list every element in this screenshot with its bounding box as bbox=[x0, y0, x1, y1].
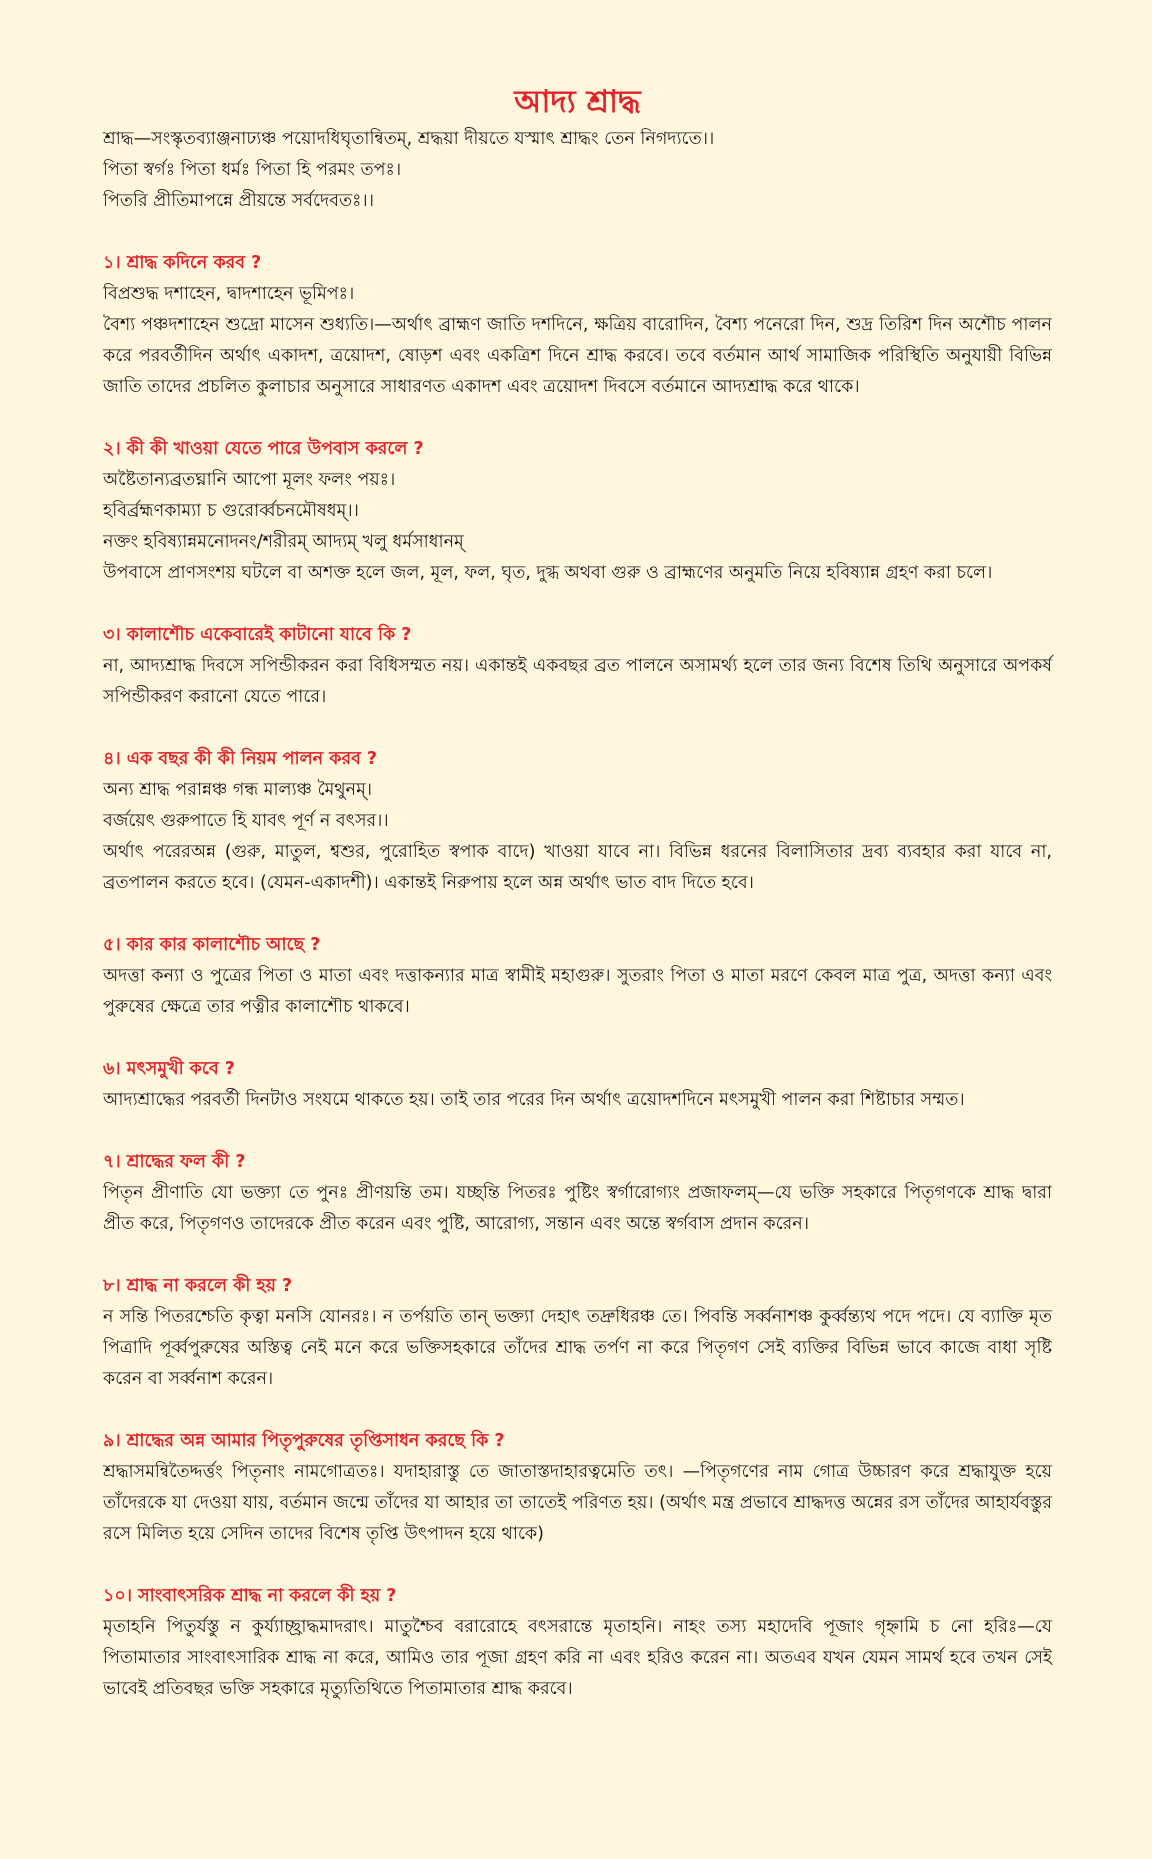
intro-line: পিতরি প্রীতিমাপন্নে প্রীয়ন্তে সর্বদেবতঃ।। bbox=[103, 191, 374, 211]
verse-line: বর্জয়েৎ গুরুপাতে হি যাবৎ পূর্ণ ন বৎসর।। bbox=[103, 811, 389, 831]
section-paragraph: অদত্তা কন্যা ও পুত্রের পিতা ও মাতা এবং দত্তাকন্যার মাত্র স্বামীই মহাগুরু। সুতরাং পিতা ও মাতা মরণে কেবল মাত্র পুত্র, অদত্তা কন্যা এবং পুরুষের ক্ষেত্রে তার পত্নীর কালাশৌচ থাকবে। bbox=[103, 966, 1052, 1017]
section-5 bbox=[103, 930, 1052, 1023]
section-10 bbox=[103, 1581, 1052, 1705]
verse-line: হবির্ব্রহ্মণকাম্যা চ গুরোর্ব্বচনমৌষধম্।। bbox=[103, 501, 359, 521]
section-paragraph: ন সন্তি পিতরশ্চেতি কৃত্বা মনসি যোনরঃ। ন তর্পয়তি তান্‌ ভক্ত্যা দেহাৎ তদ্রুধিরঞ্চ তে। পিবন্তি সর্ব্বনাশঞ্চ কুর্ব্বন্ত্যথ পদে পদে। যে ব্যাক্তি মৃত পিত্রাদি পূর্ব্বপুরুষের অস্তিত্ব নেই মনে করে ভক্তিসহকারে তাঁদের শ্রাদ্ধ তর্পণ না করে পিতৃগণ সেই ব্যক্তির বিভিন্ন ভাবে কাজে বাধা সৃষ্টি করেন বা সর্ব্বনাশ করেন। bbox=[103, 1307, 1052, 1389]
intro-line: পিতা স্বর্গঃ পিতা ধর্মঃ পিতা হি পরমং তপঃ। bbox=[103, 160, 402, 180]
section-paragraph: মৃতাহনি পিতুর্যস্তু ন কুর্য্যাচ্ছ্রাদ্ধমাদরাৎ। মাতুশ্চৈব বরারোহে বৎসরান্তে মৃতাহনি। নাহং তস্য মহাদেবি পূজাং গৃহ্নামি চ নো হরিঃ—যে পিতামাতার সাংবাৎসারিক শ্রাদ্ধ না করে, আমিও তার পূজা গ্রহণ করি না এবং হরিও করেন না। অতএব যখন যেমন সামর্থ হবে তখন সেই ভাবেই প্রতিবছর ভক্তি সহকারে মৃত্যুতিথিতে পিতামাতার শ্রাদ্ধ করবে। bbox=[103, 1617, 1052, 1699]
section-7 bbox=[103, 1147, 1052, 1240]
verse-line: অন্য শ্রাদ্ধ পরান্নঞ্চ গন্ধ মাল্যঞ্চ মৈথুনম্। bbox=[103, 780, 373, 800]
intro-line: শ্রাদ্ধ—সংস্কৃতব্যাঞ্জনাঢ্যঞ্চ পয়োদধিঘৃতান্বিতম্, শ্রদ্ধয়া দীয়তে যস্মাৎ শ্রাদ্ধং তেন নিগদ্যতে।। bbox=[103, 129, 715, 149]
section-paragraph: পিতৃন প্রীণাতি যো ভক্ত্যা তে পুনঃ প্রীণয়ন্তি তম। যচ্ছন্তি পিতরঃ পুষ্টিং স্বর্গারোগ্যং প্রজাফলম্—যে ভক্তি সহকারে পিতৃগণকে শ্রাদ্ধ দ্বারা প্রীত করে, পিতৃগণও তাদেরকে প্রীত করেন এবং পুষ্টি, আরোগ্য, সন্তান এবং অন্তে স্বর্গবাস প্রদান করেন। bbox=[103, 1183, 1052, 1234]
section-heading: ৮। শ্রাদ্ধ না করলে কী হয় ? bbox=[103, 1276, 293, 1296]
spacer bbox=[103, 217, 1052, 248]
section-paragraph: অর্থাৎ পরেরঅন্ন (গুরু, মাতুল, শ্বশুর, পুরোহিত স্বপাক বাদে) খাওয়া যাবে না। বিভিন্ন ধরনের বিলাসিতার দ্রব্য ব্যবহার করা যাবে না, ব্রতপালন করতে হবে। (যেমন-একাদশী)। একান্তই নিরুপায় হলে অন্ন অর্থাৎ ভাত বাদ দিতে হবে। bbox=[103, 842, 1052, 893]
section-paragraph: শ্রদ্ধাসমন্বিতৈদ্দর্ত্তং পিতৃনাং নামগোত্রতঃ। যদাহারাস্তু তে জাতাস্তদাহারত্বমেতি তৎ। —পিতৃগণের নাম গোত্র উচ্চারণ করে শ্রদ্ধাযুক্ত হয়ে তাঁদেরকে যা দেওয়া যায়, বর্তমান জন্মে তাঁদের যা আহার তা তাতেই পরিণত হয়। (অর্থাৎ মন্ত্র প্রভাবে শ্রাদ্ধদত্ত অন্নের রস তাঁদের আহার্যবস্তুর রসে মিলিত হয়ে সেদিন তাদের বিশেষ তৃপ্তি উৎপাদন হয়ে থাকে) bbox=[103, 1462, 1052, 1544]
section-4 bbox=[103, 744, 1052, 899]
section-paragraph: বৈশ্য পঞ্চদশাহেন শুদ্রো মাসেন শুধ্যতি।—অর্থাৎ ব্রাহ্মণ জাতি দশদিনে, ক্ষত্রিয় বারোদিন, বৈশ্য পনেরো দিন, শুদ্র তিরিশ দিন অশৌচ পালন করে পরবর্তীদিন অর্থাৎ একাদশ, ত্রয়োদশ, ষোড়শ এবং একত্রিশ দিনে শ্রাদ্ধ করবে। তবে বর্তমান আর্থ সামাজিক পরিস্থিতি অনুযায়ী বিভিন্ন জাতি তাদের প্রচলিত কুলাচার অনুসারে সাধারণত একাদশ এবং ত্রয়োদশ দিবসে বর্তমানে আদ্যশ্রাদ্ধ করে থাকে। bbox=[103, 315, 1052, 397]
intro-block bbox=[103, 124, 1052, 217]
section-3 bbox=[103, 620, 1052, 713]
section-heading: ৪। এক বছর কী কী নিয়ম পালন করব ? bbox=[103, 749, 378, 769]
section-8 bbox=[103, 1271, 1052, 1395]
section-heading: ৩। কালাশৌচ একেবারেই কাটানো যাবে কি ? bbox=[103, 625, 412, 645]
section-6 bbox=[103, 1054, 1052, 1116]
page-title: আদ্য শ্রাদ্ধ bbox=[514, 84, 641, 120]
section-1 bbox=[103, 248, 1052, 403]
section-heading: ৬। মৎসমুখী কবে ? bbox=[103, 1059, 235, 1079]
section-heading: ৯। শ্রাদ্ধের অন্ন আমার পিতৃপুরুষের তৃপ্তিসাধন করছে কি ? bbox=[103, 1431, 505, 1451]
section-paragraph: না, আদ্যশ্রাদ্ধ দিবসে সপিন্ডীকরন করা বিধিসম্মত নয়। একান্তই একবছর ব্রত পালনে অসামর্থ্য হলে তার জন্য বিশেষ তিথি অনুসারে অপকর্ষ সপিন্ডীকরণ করানো যেতে পারে। bbox=[103, 656, 1052, 707]
section-heading: ১০। সাংবাৎসরিক শ্রাদ্ধ না করলে কী হয় ? bbox=[103, 1586, 397, 1606]
section-heading: ২। কী কী খাওয়া যেতে পারে উপবাস করলে ? bbox=[103, 439, 424, 459]
verse-line: অষ্টৈতান্যব্রতঘ্নানি আপো মূলং ফলং পয়ঃ। bbox=[103, 470, 396, 490]
section-heading: ১। শ্রাদ্ধ কদিনে করব ? bbox=[103, 253, 262, 273]
section-heading: ৭। শ্রাদ্ধের ফল কী ? bbox=[103, 1152, 246, 1172]
verse-line: নক্তং হবিষ্যান্নমনোদনং/শরীরম্ আদ্যম্ খলু ধর্মসাধানম্ bbox=[103, 532, 464, 552]
section-heading: ৫। কার কার কালাশৌচ আছে ? bbox=[103, 935, 321, 955]
verse-line: বিপ্রশুদ্ধ দশাহেন, দ্বাদশাহেন ভূমিপঃ। bbox=[103, 284, 355, 304]
section-paragraph: আদ্যশ্রাদ্ধের পরবর্তী দিনটাও সংযমে থাকতে হয়। তাই তার পরের দিন অর্থাৎ ত্রয়োদশদিনে মৎসমুখী পালন করা শিষ্টাচার সম্মত। bbox=[103, 1090, 965, 1110]
section-9 bbox=[103, 1426, 1052, 1550]
section-2 bbox=[103, 434, 1052, 589]
section-paragraph: উপবাসে প্রাণসংশয় ঘটলে বা অশক্ত হলে জল, মূল, ফল, ঘৃত, দুগ্ধ অথবা গুরু ও ব্রাহ্মণের অনুমতি নিয়ে হবিষ্যান্ন গ্রহণ করা চলে। bbox=[103, 563, 993, 583]
